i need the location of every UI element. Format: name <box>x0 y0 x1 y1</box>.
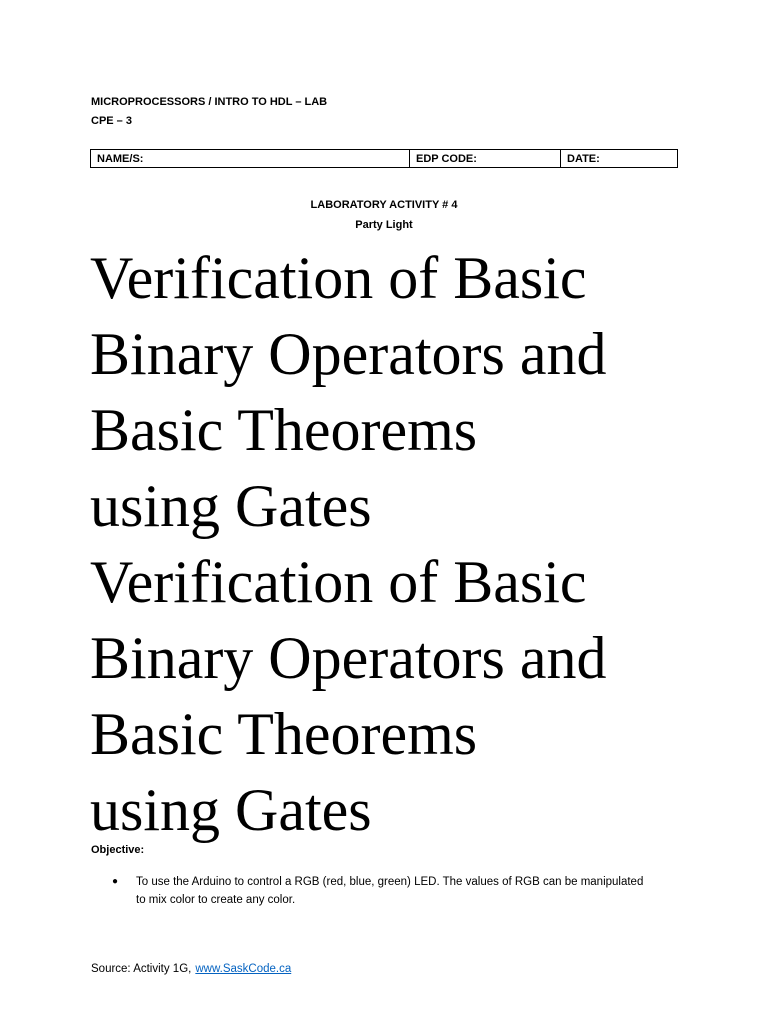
title-line: using Gates <box>90 777 372 843</box>
title-line: using Gates <box>90 473 372 539</box>
objective-heading: Objective: <box>91 844 145 856</box>
title-line: Binary Operators and <box>90 625 607 691</box>
title-line: Basic Theorems <box>90 397 478 463</box>
date-field: DATE: <box>561 150 678 168</box>
title-line: Basic Theorems <box>90 701 478 767</box>
activity-subtitle: Party Light <box>355 219 413 231</box>
name-field: NAME/S: <box>91 150 410 168</box>
source-prefix: Source: Activity 1G, <box>91 963 192 975</box>
course-title: MICROPROCESSORS / INTRO TO HDL – LAB <box>91 96 328 108</box>
bullet-icon: ● <box>112 876 119 887</box>
source-line <box>91 962 291 976</box>
title-line: Verification of Basic <box>90 549 587 615</box>
main-title <box>90 240 690 848</box>
source-link[interactable]: www.SaskCode.ca <box>195 963 292 975</box>
objective-item <box>90 873 650 909</box>
student-info-table <box>90 149 678 168</box>
edp-code-field: EDP CODE: <box>410 150 561 168</box>
title-line: Binary Operators and <box>90 321 607 387</box>
objective-text: To use the Arduino to control a RGB (red, blue, green) LED. The values of RGB can be manipulated to mix color to create any color. <box>136 876 644 906</box>
objective-list <box>90 873 650 909</box>
activity-label: LABORATORY ACTIVITY # 4 <box>310 199 458 211</box>
title-line: Verification of Basic <box>90 245 587 311</box>
course-section: CPE – 3 <box>91 115 132 127</box>
